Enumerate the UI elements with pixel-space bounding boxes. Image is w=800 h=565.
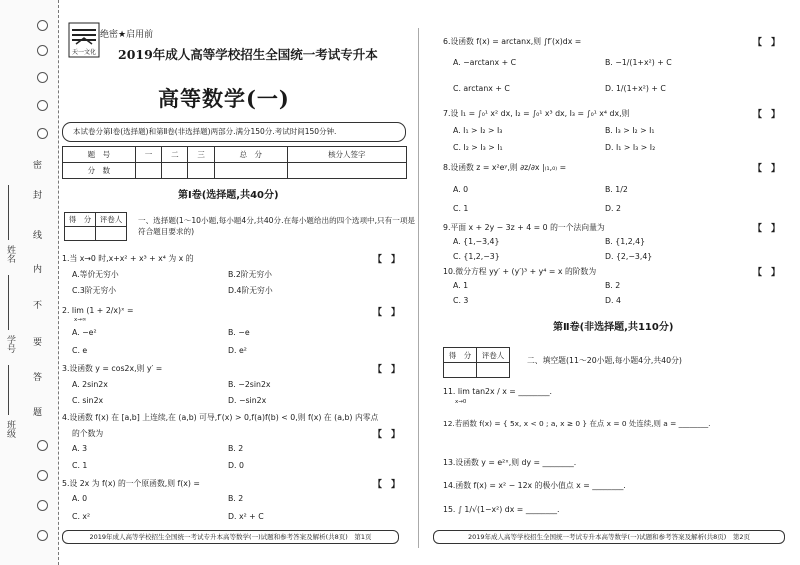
answer-bracket: 【 】	[753, 268, 781, 278]
seal-char: 答	[33, 373, 43, 383]
left-page	[60, 0, 415, 565]
table-cell: 核分人签字	[287, 147, 406, 163]
score-table	[62, 146, 407, 179]
punch-hole	[37, 100, 48, 111]
option: B. 2	[605, 281, 621, 290]
answer-bracket: 【 】	[373, 255, 401, 265]
right-page	[425, 0, 800, 565]
logo-text: 天一文化	[71, 49, 97, 56]
option: B. −2sin2x	[228, 380, 271, 389]
grader-box	[443, 347, 510, 378]
question-stem: 1.当 x→0 时,x+x² + x³ + x⁴ 为 x 的	[62, 254, 194, 263]
question-stem: 8.设函数 z = x²eʸ,则 ∂z/∂x |₍₁,₀₎ =	[443, 163, 567, 172]
option: A. {1,−3,4}	[453, 237, 500, 246]
punch-hole	[37, 530, 48, 541]
option: D. x² + C	[228, 512, 264, 521]
name-line	[8, 185, 9, 240]
seal-char: 内	[33, 265, 43, 275]
table-row	[63, 147, 407, 163]
table-cell: 二	[162, 147, 188, 163]
option: D. 2	[605, 204, 621, 213]
question-stem: 4.设函数 f(x) 在 [a,b] 上连续,在 (a,b) 可导,f′(x) > 0,f(a)f(b) < 0,则 f(x) 在 (a,b) 内零点	[62, 413, 379, 422]
class-label: 班级	[5, 420, 15, 438]
table-cell	[287, 163, 406, 179]
option: A. −e²	[72, 328, 97, 337]
fill-question: 12.若函数 f(x) = { 5x, x < 0 ; a, x ≥ 0 } 在点 x = 0 处连续,则 a = ________.	[443, 419, 711, 428]
option: A. −arctanx + C	[453, 58, 517, 67]
class-line	[8, 365, 9, 415]
punch-hole	[37, 470, 48, 481]
option: B. 2	[228, 444, 244, 453]
option: D. I₁ > I₃ > I₂	[605, 143, 656, 152]
fill-question: 15. ∫ 1/√(1−x²) dx = ________.	[443, 505, 560, 514]
option: C. I₂ > I₃ > I₁	[453, 143, 503, 152]
fill-question: 14.函数 f(x) = x² − 12x 的极小值点 x = ________.	[443, 481, 626, 490]
subject-title: 高等数学(一)	[158, 86, 290, 111]
option: B. {1,2,4}	[605, 237, 646, 246]
grader-cell	[96, 227, 127, 241]
option: C. e	[72, 346, 88, 355]
option: B. −e	[228, 328, 250, 337]
grader-cell: 得 分	[65, 213, 96, 227]
question-stem-continued: 的个数为	[72, 429, 104, 438]
punch-hole	[37, 72, 48, 83]
publisher-logo	[68, 22, 100, 58]
answer-bracket: 【 】	[373, 430, 401, 440]
fill-question: 11. lim tan2x / x = ________.	[443, 387, 552, 396]
seal-char: 线	[33, 231, 43, 241]
seal-char: 不	[33, 301, 43, 311]
answer-bracket: 【 】	[753, 224, 781, 234]
grader-box	[64, 212, 127, 241]
option: C. 1	[72, 461, 88, 470]
option: C.3阶无穷小	[72, 286, 117, 295]
option: A. 0	[453, 185, 469, 194]
seal-char: 密	[33, 161, 43, 171]
seal-char: 要	[33, 338, 43, 348]
option: D. 1/(1+x²) + C	[605, 84, 666, 93]
option: D. e²	[228, 346, 247, 355]
punch-hole	[37, 45, 48, 56]
seal-char: 题	[33, 408, 43, 418]
answer-bracket: 【 】	[373, 365, 401, 375]
punch-hole	[37, 440, 48, 451]
option: C. x²	[72, 512, 91, 521]
seal-char: 封	[33, 191, 43, 201]
answer-bracket: 【 】	[753, 110, 781, 120]
option: D.4阶无穷小	[228, 286, 273, 295]
option: A. 2sin2x	[72, 380, 108, 389]
option: D. {2,−3,4}	[605, 252, 653, 261]
punch-hole	[37, 500, 48, 511]
punch-hole	[37, 20, 48, 31]
question-stem: 6.设函数 f(x) = arctanx,则 ∫f′(x)dx =	[443, 37, 582, 46]
table-cell: 题 号	[63, 147, 136, 163]
grader-cell	[65, 227, 96, 241]
table-cell: 三	[188, 147, 214, 163]
part2-title: 第Ⅱ卷(非选择题,共110分)	[553, 322, 674, 333]
answer-bracket: 【 】	[753, 38, 781, 48]
option: B. 1/2	[605, 185, 628, 194]
grader-cell	[477, 363, 510, 378]
exam-title: 2019年成人高等学校招生全国统一考试专升本	[118, 47, 378, 62]
table-row	[63, 163, 407, 179]
answer-bracket: 【 】	[373, 308, 401, 318]
option: B. −1/(1+x²) + C	[605, 58, 672, 67]
secret-label: 绝密★启用前	[100, 30, 154, 40]
part1-title: 第Ⅰ卷(选择题,共40分)	[178, 190, 279, 201]
grader-cell	[444, 363, 477, 378]
option: C. sin2x	[72, 396, 104, 405]
option: D. 0	[228, 461, 244, 470]
binding-strip	[0, 0, 59, 565]
limit-subscript: x→∞	[74, 317, 87, 323]
exam-notice: 本试卷分第Ⅰ卷(选择题)和第Ⅱ卷(非选择题)两部分.满分150分.考试时间150分钟.	[62, 122, 406, 142]
option: C. arctanx + C	[453, 84, 510, 93]
table-cell	[188, 163, 214, 179]
option: B.2阶无穷小	[228, 270, 272, 279]
question-stem: 9.平面 x + 2y − 3z + 4 = 0 的一个法向量为	[443, 223, 605, 232]
grader-cell: 得 分	[444, 348, 477, 363]
option: B. I₃ > I₂ > I₁	[605, 126, 655, 135]
option: C. 3	[453, 296, 469, 305]
table-cell	[214, 163, 287, 179]
student-id-label: 学号	[5, 335, 15, 353]
option: D. −sin2x	[228, 396, 267, 405]
grader-cell: 评卷人	[477, 348, 510, 363]
option: C. {1,2,−3}	[453, 252, 500, 261]
limit-subscript: x→0	[455, 399, 467, 405]
section-intro: 二、填空题(11～20小题,每小题4分,共40分)	[527, 356, 682, 365]
id-line	[8, 275, 9, 330]
question-stem: 7.设 I₁ = ∫₀¹ x² dx, I₂ = ∫₀¹ x³ dx, I₃ = ∫₀¹ x⁴ dx,则	[443, 109, 630, 118]
table-cell	[135, 163, 161, 179]
punch-hole	[37, 128, 48, 139]
option: A. I₁ > I₂ > I₃	[453, 126, 503, 135]
option: A. 1	[453, 281, 469, 290]
option: A.等价无穷小	[72, 270, 119, 279]
question-stem: 2. lim (1 + 2/x)ˣ =	[62, 306, 134, 315]
answer-bracket: 【 】	[753, 164, 781, 174]
question-stem: 10.微分方程 yy′ + (y′)³ + y⁴ = x 的阶数为	[443, 267, 597, 276]
question-stem: 3.设函数 y = cos2x,则 y′ =	[62, 364, 163, 373]
answer-bracket: 【 】	[373, 480, 401, 490]
grader-cell: 评卷人	[96, 213, 127, 227]
table-cell: 总 分	[214, 147, 287, 163]
table-cell	[162, 163, 188, 179]
table-cell: 分 数	[63, 163, 136, 179]
option: A. 3	[72, 444, 88, 453]
table-cell: 一	[135, 147, 161, 163]
section-intro: 一、选择题(1～10小题,每小题4分,共40分.在每小题给出的四个选项中,只有一项是符合题目要求的)	[138, 216, 416, 236]
page-footer: 2019年成人高等学校招生全国统一考试专升本高等数学(一)试题和参考答案及解析(共8页) 第1页	[62, 530, 399, 544]
name-label: 姓名	[5, 245, 15, 263]
option: D. 4	[605, 296, 621, 305]
question-stem: 5.设 2x 为 f(x) 的一个原函数,则 f(x) =	[62, 479, 200, 488]
fill-question: 13.设函数 y = e²ˣ,则 dy = ________.	[443, 458, 577, 467]
option: A. 0	[72, 494, 88, 503]
option: B. 2	[228, 494, 244, 503]
page-divider	[418, 28, 419, 548]
page-footer: 2019年成人高等学校招生全国统一考试专升本高等数学(一)试题和参考答案及解析(共8页) 第2页	[433, 530, 785, 544]
option: C. 1	[453, 204, 469, 213]
